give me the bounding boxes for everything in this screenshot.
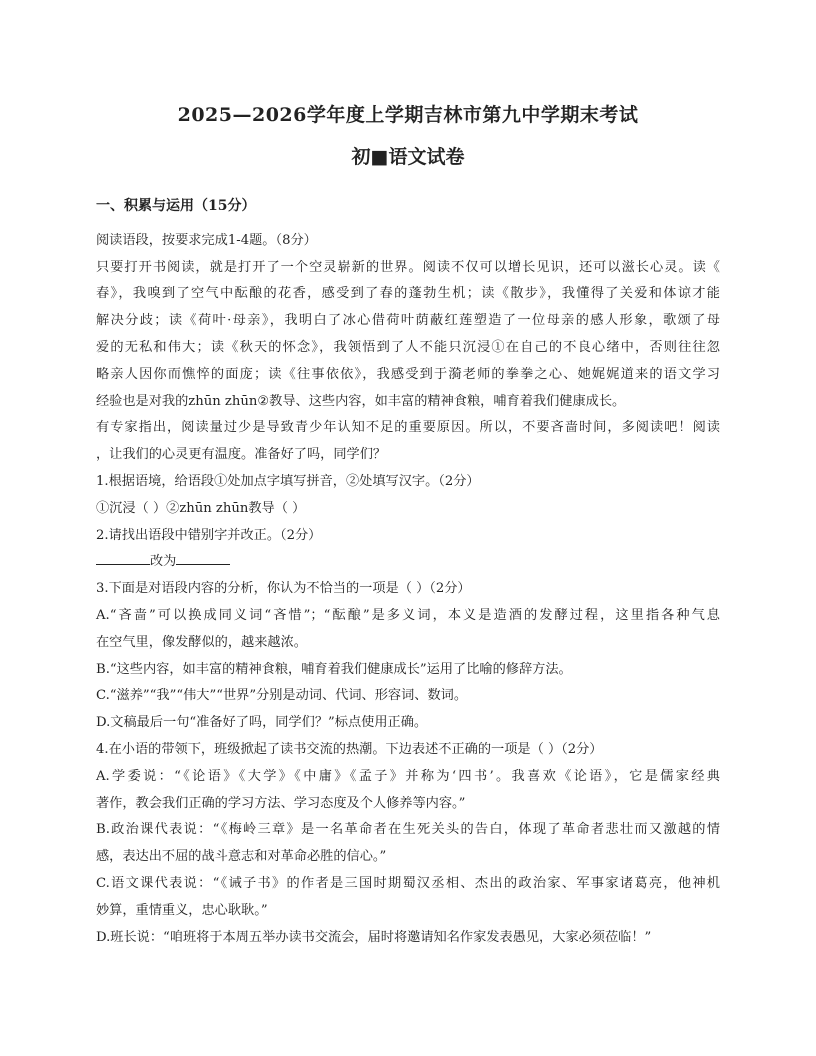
answer-blank[interactable] — [96, 550, 150, 565]
passage-line: 经验也是对我的zhūn zhūn②教导、这些内容，如丰富的精神食粮，哺育着我们健康成长。 — [96, 393, 626, 409]
passage-line: 爱的无私和伟大；读《秋天的怀念》，我领悟到了人不能只沉浸①在自己的不良心绪中，否则往往忽 — [96, 339, 720, 355]
question-1-answer-line: ①沉浸（ ）②zhūn zhūn教导（ ） — [96, 500, 306, 516]
question-4-option: A.学委说：“《论语》《大学》《中庸》《孟子》并称为‘四书’。我喜欢《论语》，它是儒家经典 — [96, 768, 720, 784]
answer-blank[interactable] — [176, 550, 230, 565]
question-3: 3.下面是对语段内容的分析，你认为不恰当的一项是（ ）（2分） — [96, 581, 471, 597]
question-1: 1.根据语境，给语段①处加点字填写拼音，②处填写汉字。（2分） — [96, 473, 480, 489]
exam-body — [96, 193, 720, 951]
passage-line: 解决分歧；读《荷叶·母亲》，我明白了冰心借荷叶荫蔽红莲塑造了一位母亲的感人形象，歌颂了母 — [96, 313, 720, 329]
question-4-option: 著作，教会我们正确的学习方法、学习态度及个人修养等内容。” — [96, 795, 466, 811]
question-4-option: C.语文课代表说：“《诫子书》的作者是三国时期蜀汉丞相、杰出的政治家、军事家诸葛亮，他神机 — [96, 875, 720, 891]
question-4: 4.在小语的带领下，班级掀起了读书交流的热潮。下边表述不正确的一项是（ ）（2分） — [96, 741, 603, 757]
question-3-option: C.“滋养”“我”“伟大”“世界”分别是动词、代词、形容词、数词。 — [96, 688, 468, 704]
reading-passage — [96, 255, 720, 469]
passage-line: 只要打开书阅读，就是打开了一个空灵崭新的世界。阅读不仅可以增长见识，还可以滋长心灵。读《 — [96, 259, 720, 275]
question-3-option: 在空气里，像发酵似的，越来越浓。 — [96, 634, 307, 650]
reading-intro: 阅读语段，按要求完成1-4题。（8分） — [96, 232, 317, 248]
section-heading: 一、积累与运用（15分） — [96, 198, 256, 214]
passage-line: ，让我们的心灵更有温度。准备好了吗，同学们？ — [96, 447, 387, 463]
passage-line: 略亲人因你而憔悴的面庞；读《往事依依》，我感受到于漪老师的拳拳之心、她娓娓道来的语文学习 — [96, 366, 720, 382]
question-3-option: A.“吝啬”可以换成同义词“吝惜”；“酝酿”是多义词，本义是造酒的发酵过程，这里指各种气息 — [96, 607, 720, 623]
question-4-option: 妙算，重情重义，忠心耿耿。” — [96, 902, 268, 918]
passage-line: 有专家指出，阅读量过少是导致青少年认知不足的重要原因。所以，不要吝啬时间，多阅读吧！阅读 — [96, 420, 720, 436]
question-2: 2.请找出语段中错别字并改正。（2分） — [96, 527, 322, 543]
question-2-answer-line — [96, 549, 720, 576]
passage-line: 春》，我嗅到了空气中酝酿的花香，感受到了春的蓬勃生机；读《散步》，我懂得了关爱和体谅才能 — [96, 286, 720, 302]
question-4-option: B.政治课代表说：“《梅岭三章》是一名革命者在生死关头的告白，体现了革命者悲壮而又激越的情 — [96, 822, 720, 838]
exam-title: 2025—2026学年度上学期吉林市第九中学期末考试 — [177, 104, 639, 126]
question-4-option: D.班长说：“咱班将于本周五举办读书交流会，届时将邀请知名作家发表愚见，大家必须莅临！” — [96, 929, 652, 945]
question-3-option: D.文稿最后一句“准备好了吗，同学们？”标点使用正确。 — [96, 715, 428, 731]
question-3-option: B.“这些内容，如丰富的精神食粮，哺育着我们健康成长”运用了比喻的修辞方法。 — [96, 661, 572, 677]
question-2-answer-mid: 改为 — [150, 554, 177, 570]
question-4-option: 感，表达出不屈的战斗意志和对革命必胜的信心。” — [96, 849, 387, 865]
exam-subtitle: 初■语文试卷 — [351, 146, 465, 168]
